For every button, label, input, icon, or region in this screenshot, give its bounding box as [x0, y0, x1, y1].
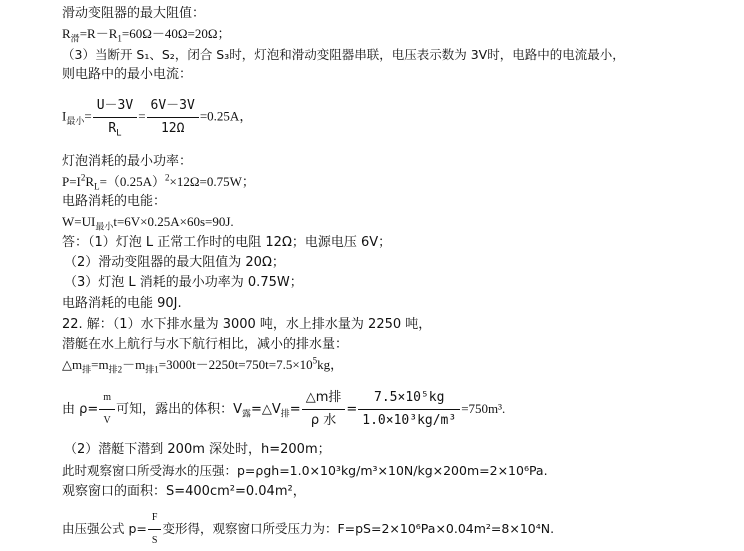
- subscript: 露: [241, 409, 251, 420]
- subscript: 排1: [145, 364, 159, 375]
- formula-part: =: [138, 108, 146, 124]
- denominator: 12Ω: [160, 121, 185, 136]
- answer-line: （2）滑动变阻器的最大阻值为 20Ω；: [64, 255, 285, 270]
- text-line: 观察窗口的面积：S=400cm²=0.04m²，: [62, 484, 306, 499]
- fraction: [99, 388, 115, 431]
- numerator: U－3V: [93, 96, 137, 118]
- subscript: 排2: [108, 364, 123, 375]
- text-line: （2）潜艇下潜到 200m 深处时，h=200m；: [64, 442, 331, 457]
- formula-part: R: [62, 26, 71, 41]
- formula-part: =: [289, 402, 301, 417]
- subscript: 排: [280, 409, 290, 420]
- formula-line: [62, 357, 343, 373]
- text-line: 灯泡消耗的最小功率：: [62, 154, 193, 169]
- formula-part: =60Ω－40Ω=20Ω；: [121, 26, 231, 41]
- answer-line: 电路消耗的电能 90J.: [62, 296, 182, 311]
- formula-part: ×12Ω=0.75W；: [169, 174, 255, 189]
- text-line: 潜艇在水上航行与水下航行相比，减小的排水量：: [62, 337, 349, 352]
- formula-part: =: [346, 402, 358, 417]
- subscript: 最小: [66, 116, 85, 127]
- fraction: [93, 96, 137, 139]
- formula-part: t=6V×0.25A×60s=90J.: [113, 214, 234, 229]
- subscript: 1: [117, 33, 122, 44]
- text-line: （3）当断开 S₁、S₂，闭合 S₃时，灯泡和滑动变阻器串联，电压表示数为 3V时，电路中的电流最小，: [62, 47, 625, 62]
- text-line: 则电路中的最小电流：: [62, 67, 193, 82]
- fraction: [358, 388, 460, 431]
- formula-part: =m: [91, 357, 109, 372]
- fraction: [302, 388, 346, 431]
- numerator: △m排: [302, 388, 346, 410]
- fraction: [147, 96, 199, 139]
- numerator: 6V－3V: [147, 96, 199, 118]
- denominator-text: R: [108, 121, 117, 136]
- formula-line: [62, 26, 231, 42]
- formula-part: W=UI: [62, 214, 96, 229]
- denominator: V: [103, 415, 111, 426]
- denominator: ρ 水: [310, 413, 337, 428]
- superscript: 2: [165, 172, 170, 183]
- formula-part: 可知，露出的体积：V: [116, 402, 242, 417]
- formula-part: R: [85, 174, 95, 189]
- subscript: L: [94, 181, 100, 192]
- denominator: [93, 118, 137, 139]
- superscript: 2: [80, 172, 86, 183]
- superscript: 5: [312, 355, 318, 366]
- formula-part: 变形得，观察窗口所受压力为：F=pS=2×10⁶Pa×0.04m²=8×10⁴N.: [162, 521, 555, 536]
- formula-line: [62, 96, 252, 139]
- formula-part: =0.25A，: [199, 108, 253, 124]
- text-line: 滑动变阻器的最大阻值：: [62, 6, 206, 21]
- fraction: [148, 508, 162, 551]
- formula-part: －m: [122, 357, 146, 372]
- formula-line: [62, 214, 234, 230]
- text-line: 电路消耗的电能：: [62, 194, 167, 209]
- formula-part: =（0.25A）: [99, 174, 166, 189]
- formula-part: =3000t－2250t=750t=7.5×10: [158, 357, 313, 372]
- formula-part: △m: [62, 357, 83, 372]
- subscript: 最小: [95, 221, 114, 232]
- subscript: 滑: [70, 33, 80, 44]
- formula-line: [62, 388, 505, 431]
- formula-part: I: [62, 108, 67, 124]
- formula-part: 由 ρ=: [62, 402, 99, 417]
- answer-line: 答：（1）灯泡 L 正常工作时的电阻 12Ω；电源电压 6V；: [62, 235, 392, 250]
- formula-line: [62, 508, 554, 551]
- formula-part: P=I: [62, 174, 81, 189]
- formula-part: =: [84, 108, 92, 124]
- problem-line: 22. 解：（1）水下排水量为 3000 吨，水上排水量为 2250 吨，: [62, 317, 432, 332]
- denominator: S: [151, 535, 158, 546]
- numerator: F: [148, 508, 162, 530]
- formula-line: [62, 174, 255, 190]
- formula-part: =R－R: [79, 26, 118, 41]
- denominator: 1.0×10³kg/m³: [362, 413, 457, 428]
- subscript: 排: [82, 364, 92, 375]
- formula-part: 由压强公式 p=: [62, 521, 147, 536]
- formula-part: =750m³.: [461, 401, 506, 416]
- numerator: 7.5×10⁵kg: [358, 388, 460, 410]
- formula-part: kg，: [317, 357, 344, 372]
- text-line: 此时观察窗口所受海水的压强：p=ρgh=1.0×10³kg/m³×10N/kg×200m=2×10⁶Pa.: [62, 463, 548, 478]
- answer-line: （3）灯泡 L 消耗的最小功率为 0.75W；: [64, 275, 303, 290]
- numerator: m: [99, 388, 115, 410]
- subscript: L: [116, 128, 122, 139]
- formula-part: =△V: [250, 402, 281, 417]
